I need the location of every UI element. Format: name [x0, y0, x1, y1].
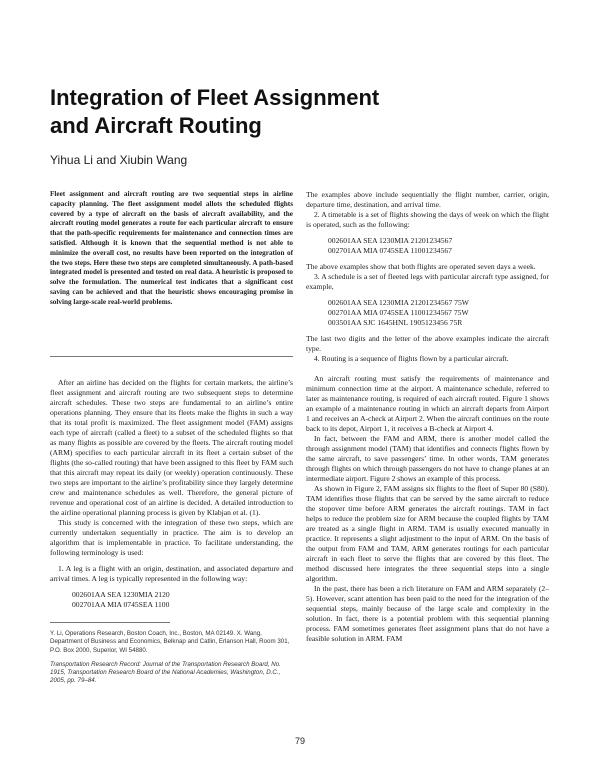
right-column — [306, 190, 549, 644]
timetable-example-1: 002601AA SEA 1230MIA 21201234567 — [328, 236, 453, 245]
leg-example-2: 002701AA MIA 0745SEA 1100 — [72, 600, 170, 609]
schedule-example-3: 003501AA SJC 1645HNL 1905123456 75R — [328, 318, 463, 327]
paper-title: Integration of Fleet Assignment and Aircraft Routing — [50, 85, 380, 138]
citation-note: Transportation Research Record: Journal of the Transportation Research Board, No. 1915, Transportation Research Board of the National Academies, Washington, D.C., 2005, pp. 79–84. — [50, 660, 281, 685]
examples-note: The examples above include sequentially the flight number, carrier, origin, departure time, destination, and arrival time. — [306, 190, 549, 209]
term-timetable: 2. A timetable is a set of flights showing the days of week on which the flight is operated, such as the following: — [306, 210, 549, 229]
routing-paragraph: An aircraft routing must satisfy the requirements of maintenance and minimum connection time at the airport. A maintenance schedule, referred to later as maintenance routing, is required of each aircraft routed. Figure 1 shows an example of a maintenance routing in which an aircraft departs from Airport 1 and receives an A-check at Airport 2. When the aircraft continues on the route back to its depot, Airport 1, it receives a B-check at Airport 4. — [306, 374, 549, 433]
figure-2-paragraph: As shown in Figure 2, FAM assigns six flights to the fleet of Super 80 (S80). TAM identifies those flights that can be served by the same aircraft to reduce the stopover time before ARM generates the aircraft routings. TAM in fact helps to reduce the problem size for ARM because the coupled flights by TAM are treated as a single flight in ARM. TAM is usually executed manually in practice. It represents a slight adjustment to the input of ARM. On the basis of the output from FAM and TAM, ARM generates routings for each particular aircraft in each fleet to serve the flights that are covered by this fleet. The method discussed here integrates the three sequential steps into a single algorithm. — [306, 484, 549, 583]
tam-paragraph: In fact, between the FAM and ARM, there is another model called the through assignment model (TAM) that identifies and connects flights flown by the same aircraft, to save passengers’ time. In other words, TAM generates through flights on which through passengers do not have to change planes at an intermediate airport. Figure 2 shows an example of this process. — [306, 434, 549, 483]
abstract-divider — [50, 356, 293, 357]
footnote-divider — [50, 622, 170, 623]
timetable-note: The above examples show that both flights are operated seven days a week. — [306, 262, 536, 271]
term-leg: 1. A leg is a flight with an origin, destination, and associated departure and arrival times. A leg is typically represented in the following way: — [50, 564, 293, 583]
term-schedule: 3. A schedule is a set of fleeted legs with particular aircraft type assigned, for example, — [306, 272, 549, 291]
schedule-example-1: 002601AA SEA 1230MIA 21201234567 75W — [328, 298, 469, 307]
footnotes — [50, 630, 293, 686]
schedule-example-2: 002701AA MIA 0745SEA 11001234567 75W — [328, 308, 469, 317]
page-number: 79 — [294, 736, 305, 746]
paper-authors: Yihua Li and Xiubin Wang — [50, 153, 188, 167]
timetable-example-2: 002701AA MIA 0745SEA 11001234567 — [328, 246, 452, 255]
schedule-note: The last two digits and the letter of the above examples indicate the aircraft type. — [306, 334, 549, 353]
abstract: Fleet assignment and aircraft routing are two sequential steps in airline capacity planning. The fleet assignment model allots the scheduled flights covered by a type of aircraft on the basis of aircraft availability, and the aircraft routing model generates a route for each particular aircraft to ensure that the path-specific requirements for maintenance and connection times are satisfied. Although it is known that the sequential method is not able to minimize the overall cost, no results have been reported on the integration of the two steps. Here these two steps are completed simultaneously. A path-based integrated model is presented and tested on real data. A heuristic is proposed to solve the formulation. The numerical test indicates that a significant cost saving can be achieved and that the heuristic shows encouraging promise in solving large-scale real-world problems. — [50, 190, 293, 306]
leg-example-1: 002601AA SEA 1230MIA 2120 — [72, 590, 170, 599]
left-column — [50, 378, 293, 610]
term-routing: 4. Routing is a sequence of flights flown by a particular aircraft. — [314, 354, 509, 363]
intro-paragraph-1: After an airline has decided on the flights for certain markets, the airline’s fleet assignment and aircraft routing are two subsequent steps to determine aircraft schedules. These two steps are fundamental to an airline’s entire operations planning. They ensure that its fleets make the flights in such a way that its total profit is maximized. The fleet assignment model (FAM) assigns each type of aircraft (called a fleet) to a subset of the scheduled flights so that as many flights as possible are covered by the fleets. The aircraft routing model (ARM) specifies to each particular aircraft in its fleet a certain subset of the flights (the so-called routing) that have been assigned to this fleet by FAM such that this aircraft may repeat its daily (or weekly) operation continuously. These two steps are important to the airline’s profitability since they largely determine crew and maintenance schedules as well. Therefore, the general picture of revenue and operational cost of an airline is decided. A detailed introduction to the airline operational planning process is given by Klabjan et al. (1). — [50, 378, 293, 517]
intro-paragraph-2: This study is concerned with the integration of these two steps, which are currently undertaken sequentially in practice. The aim is to develop an algorithm that is implementable in practice. To facilitate understanding, the following terminology is used: — [50, 518, 293, 557]
author-affiliations: Y. Li, Operations Research, Boston Coach, Inc., Boston, MA 02149. X. Wang, Department of Business and Economics, Belknap and Catlin, Erlanson Hall, Room 301, P.O. Box 2000, Superior, WI 54880. — [50, 630, 290, 654]
literature-paragraph: In the past, there has been a rich literature on FAM and ARM separately (2–5). However, scant attention has been paid to the need for the integration of the sequential steps, mainly because of the large scale and complexity in the solution. In fact, there is a potential problem with this sequential planning process. FAM sometimes generates fleet assignment plans that do not have a feasible solution in ARM. FAM — [306, 584, 549, 643]
